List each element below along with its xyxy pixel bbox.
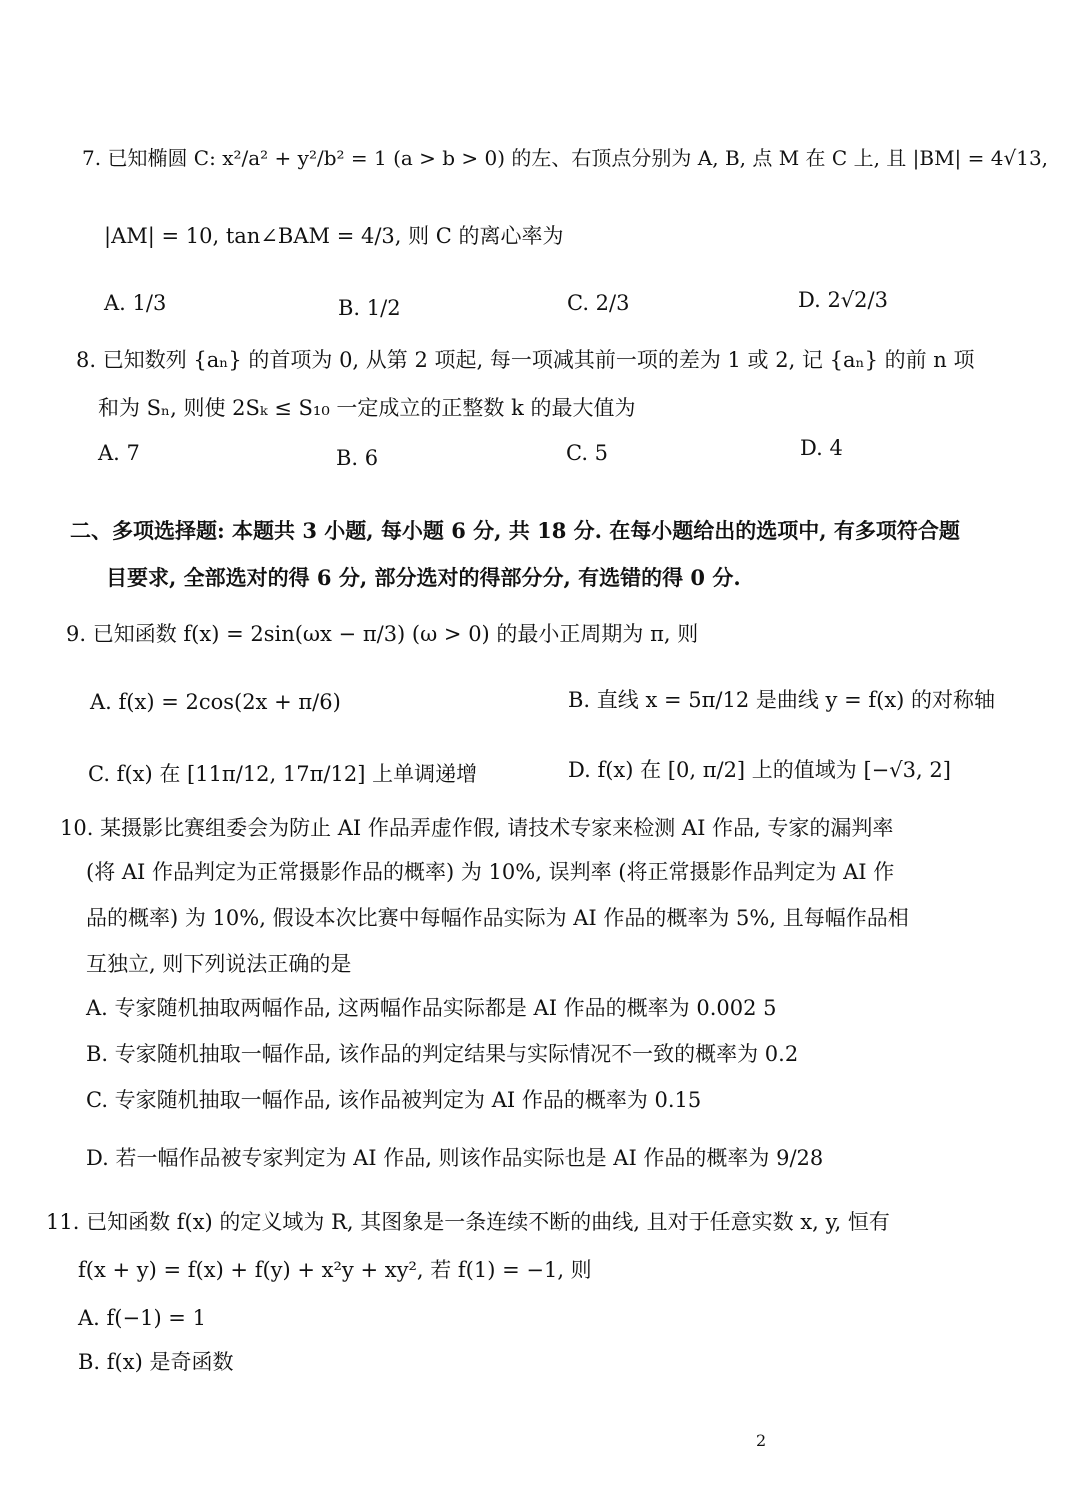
q8-option-a: A. 7 — [98, 441, 140, 465]
q10-option-d: D. 若一幅作品被专家判定为 AI 作品, 则该作品实际也是 AI 作品的概率为 9/28 — [86, 1146, 824, 1170]
q9-option-d: D. f(x) 在 [0, π/2] 上的值域为 [−√3, 2] — [568, 758, 951, 782]
q10-option-a: A. 专家随机抽取两幅作品, 这两幅作品实际都是 AI 作品的概率为 0.002 5 — [86, 996, 777, 1020]
q8-stem-line2: 和为 Sₙ, 则使 2Sₖ ≤ S₁₀ 一定成立的正整数 k 的最大值为 — [98, 396, 636, 420]
q7-option-c: C. 2/3 — [567, 291, 630, 315]
q10-stem-line1: 10. 某摄影比赛组委会为防止 AI 作品弄虚作假, 请技术专家来检测 AI 作品, 专家的漏判率 — [60, 816, 894, 840]
section2-heading-line2: 目要求, 全部选对的得 6 分, 部分选对的得部分分, 有选错的得 0 分. — [106, 565, 741, 590]
q11-option-b: B. f(x) 是奇函数 — [78, 1350, 234, 1374]
q7-stem-line2: |AM| = 10, tan∠BAM = 4/3, 则 C 的离心率为 — [104, 224, 564, 248]
q10-stem-line4: 互独立, 则下列说法正确的是 — [86, 952, 352, 976]
q8-option-c: C. 5 — [566, 441, 609, 465]
q8-option-d: D. 4 — [800, 436, 843, 460]
q9-stem: 9. 已知函数 f(x) = 2sin(ωx − π/3) (ω > 0) 的最小正周期为 π, 则 — [66, 622, 699, 646]
q11-stem-line2: f(x + y) = f(x) + f(y) + x²y + xy², 若 f(1) = −1, 则 — [78, 1258, 592, 1282]
section2-heading-line1: 二、多项选择题: 本题共 3 小题, 每小题 6 分, 共 18 分. 在每小题给出的选项中, 有多项符合题 — [70, 518, 960, 543]
q11-stem-line1: 11. 已知函数 f(x) 的定义域为 R, 其图象是一条连续不断的曲线, 且对于任意实数 x, y, 恒有 — [46, 1210, 890, 1234]
q7-option-d: D. 2√2/3 — [798, 288, 888, 312]
q10-stem-line3: 品的概率) 为 10%, 假设本次比赛中每幅作品实际为 AI 作品的概率为 5%, 且每幅作品相 — [86, 906, 909, 930]
q11-option-a: A. f(−1) = 1 — [78, 1306, 206, 1330]
q10-stem-line2: (将 AI 作品判定为正常摄影作品的概率) 为 10%, 误判率 (将正常摄影作品判定为 AI 作 — [86, 860, 895, 884]
q10-option-c: C. 专家随机抽取一幅作品, 该作品被判定为 AI 作品的概率为 0.15 — [86, 1088, 702, 1112]
q8-option-b: B. 6 — [336, 446, 379, 470]
q9-option-b: B. 直线 x = 5π/12 是曲线 y = f(x) 的对称轴 — [568, 688, 996, 712]
q9-option-a: A. f(x) = 2cos(2x + π/6) — [90, 690, 341, 714]
q7-option-a: A. 1/3 — [104, 291, 167, 315]
q7-stem-line1: 7. 已知椭圆 C: x²/a² + y²/b² = 1 (a > b > 0) 的左、右顶点分别为 A, B, 点 M 在 C 上, 且 |BM| = 4√13, — [82, 146, 1049, 170]
q9-option-c: C. f(x) 在 [11π/12, 17π/12] 上单调递增 — [88, 762, 478, 786]
q7-option-b: B. 1/2 — [338, 296, 401, 320]
page-number: 2 — [756, 1431, 767, 1450]
q10-option-b: B. 专家随机抽取一幅作品, 该作品的判定结果与实际情况不一致的概率为 0.2 — [86, 1042, 799, 1066]
q8-stem-line1: 8. 已知数列 {aₙ} 的首项为 0, 从第 2 项起, 每一项减其前一项的差为 1 或 2, 记 {aₙ} 的前 n 项 — [76, 348, 975, 372]
